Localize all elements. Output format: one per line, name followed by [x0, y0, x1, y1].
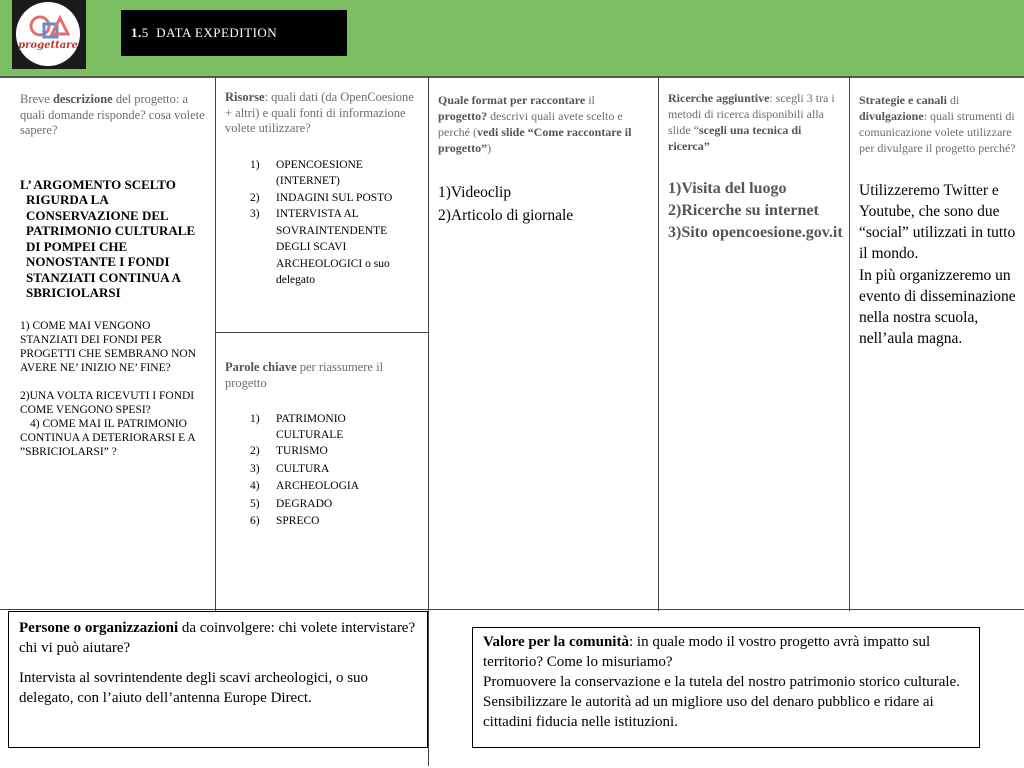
prompt-part: : quali strumenti di comunicazione volete utilizzare per divulgare il progetto perché? — [859, 109, 1016, 155]
prompt-part: da coinvolgere: chi volete intervistare? chi vi può aiutare? — [19, 620, 416, 656]
list-item — [250, 411, 390, 443]
list-num: 4) — [250, 480, 260, 492]
list-num: 6) — [250, 515, 260, 527]
people-box — [8, 611, 428, 748]
grid-divider — [0, 609, 1024, 610]
list-item — [250, 206, 400, 289]
prompt-bold: descrizione — [52, 92, 113, 106]
prompt-bold: scegli una tecnica di ricerca” — [668, 123, 802, 153]
list-item — [250, 190, 400, 207]
list-item — [250, 443, 390, 461]
logo-circle — [16, 2, 80, 66]
list-num: 3) — [250, 462, 260, 475]
community-label: Valore per la comunità — [483, 634, 629, 650]
list-item — [250, 461, 390, 479]
prompt-part: : scegli 3 tra i metodi di ricerca disponibili alla slide “ — [668, 91, 835, 137]
list-num: 1) — [250, 413, 260, 425]
prompt-part: Breve — [20, 92, 53, 106]
logo-text: progettare — [18, 40, 78, 51]
logo — [12, 0, 86, 69]
description-prompt — [20, 92, 210, 139]
research-answer-2: 2)Ricerche su internet — [668, 202, 819, 219]
research-answer-3: 3)Sito opencoesione.gov.it — [668, 224, 843, 241]
list-text: PATRIMONIO CULTURALE — [276, 413, 346, 441]
prompt-part: ) — [487, 141, 492, 155]
strategy-column — [859, 92, 1019, 349]
list-text: OPENCOESIONE (INTERNET) — [276, 158, 363, 187]
resources-column — [225, 90, 421, 289]
community-prompt — [483, 632, 969, 672]
list-num: 5) — [250, 497, 260, 510]
prompt-bold: Ricerche aggiuntive — [668, 91, 770, 105]
list-item — [250, 157, 400, 190]
prompt-part: per riassumere il progetto — [225, 360, 384, 390]
keywords-prompt — [225, 360, 421, 391]
list-text: CULTURA — [276, 462, 330, 475]
list-item — [250, 478, 390, 496]
prompt-part: descrivi quali avete scelto e perché ( — [438, 109, 623, 139]
resources-list — [250, 157, 400, 289]
strategy-answer-2: In più organizzeremo un evento di disseminazione nella nostra scuola, nell’aula magna. — [859, 267, 1016, 347]
people-answer: Intervista al sovrintendente degli scavi archeologici, o suo delegato, con l’aiuto dell’antenna Europe Direct. — [19, 670, 369, 706]
list-num: 2) — [250, 445, 260, 457]
page-title — [121, 10, 347, 56]
description-column — [20, 92, 210, 459]
list-num: 2) — [250, 191, 260, 204]
list-text: SPRECO — [276, 515, 320, 527]
list-num: 3) — [250, 208, 260, 220]
question-1: 1) COME MAI VENGONO STANZIATI DEI FONDI PER PROGETTI CHE SEMBRANO NON AVERE NE’ INIZIO NE’ FINE? — [20, 319, 197, 374]
prompt-part: di — [946, 93, 960, 107]
title-text: DATA EXPEDITION — [156, 25, 278, 40]
prompt-bold: Strategie e canali — [859, 93, 947, 107]
title-num-tail: 5 — [141, 25, 149, 40]
prompt-bold: Quale format per raccontare — [438, 93, 586, 107]
grid-divider — [215, 76, 216, 611]
format-prompt — [438, 92, 634, 156]
grid-divider — [428, 76, 429, 766]
strategy-prompt — [859, 92, 1019, 156]
format-answer-2: 2)Articolo di giornale — [438, 207, 574, 224]
list-item — [250, 513, 390, 531]
prompt-bold: divulgazione — [859, 109, 924, 123]
list-text: INDAGINI SUL POSTO — [276, 191, 393, 204]
format-column — [438, 92, 634, 226]
list-item — [250, 496, 390, 514]
prompt-part: del progetto: a quali domande risponde? cosa volete sapere? — [20, 92, 205, 137]
question-4: 4) COME MAI IL PATRIMONIO CONTINUA A DETERIORARSI E A ”SBRICIOLARSI” ? — [20, 417, 196, 458]
list-text: ARCHEOLOGIA — [276, 480, 360, 492]
prompt-part: : in quale modo il vostro progetto avrà impatto sul territorio? Come lo misuriamo? — [483, 634, 931, 670]
list-text: DEGRADO — [276, 497, 333, 510]
list-text: TURISMO — [276, 445, 328, 457]
prompt-part: : quali dati (da OpenCoesione + altri) e quali fonti di informazione volete utilizzare? — [225, 90, 414, 135]
keywords-section — [225, 360, 421, 531]
prompt-part: il — [585, 93, 595, 107]
research-prompt — [668, 90, 844, 154]
format-answer-1: 1)Videoclip — [438, 184, 512, 201]
research-answer-1: 1)Visita del luogo — [668, 180, 787, 197]
prompt-bold: Parole chiave — [225, 360, 297, 374]
grid-divider — [658, 76, 659, 611]
grid-divider — [215, 332, 428, 333]
list-text: INTERVISTA AL SOVRAINTENDENTE DEGLI SCAVI ARCHEOLOGICI o suo delegato — [276, 208, 390, 286]
prompt-bold: Risorse — [225, 90, 265, 104]
list-num: 1) — [250, 158, 260, 171]
strategy-answer-1: Utilizzeremo Twitter e Youtube, che sono due “social” utilizzati in tutto il mondo. — [859, 182, 1016, 262]
topic-text: L’ ARGOMENTO SCELTO RIGURDA LA CONSERVAZIONE DEL PATRIMONIO CULTURALE DI POMPEI CHE NONOSTANTE I FONDI STANZIATI CONTINUA A SBRICIOLARSI — [20, 176, 196, 300]
question-2: 2)UNA VOLTA RICEVUTI I FONDI COME VENGONO SPESI? — [20, 389, 195, 416]
research-answers — [668, 178, 844, 244]
title-num: 1. — [131, 25, 142, 40]
people-prompt — [19, 618, 417, 658]
community-answer: Promuovere la conservazione e la tutela del nostro patrimonio storico culturale. Sensibilizzare le autorità ad un migliore uso del denaro pubblico e ridare ai cittadini fiducia nelle istituzioni. — [483, 674, 960, 730]
resources-prompt — [225, 90, 421, 137]
grid-divider — [849, 76, 850, 611]
prompt-bold: progetto? — [438, 109, 488, 123]
people-label: Persone o organizzazioni — [19, 620, 179, 636]
prompt-bold: vedi slide “Come raccontare il progetto” — [438, 125, 632, 155]
community-box — [472, 627, 980, 748]
research-column — [668, 90, 844, 244]
keywords-list — [250, 411, 390, 531]
